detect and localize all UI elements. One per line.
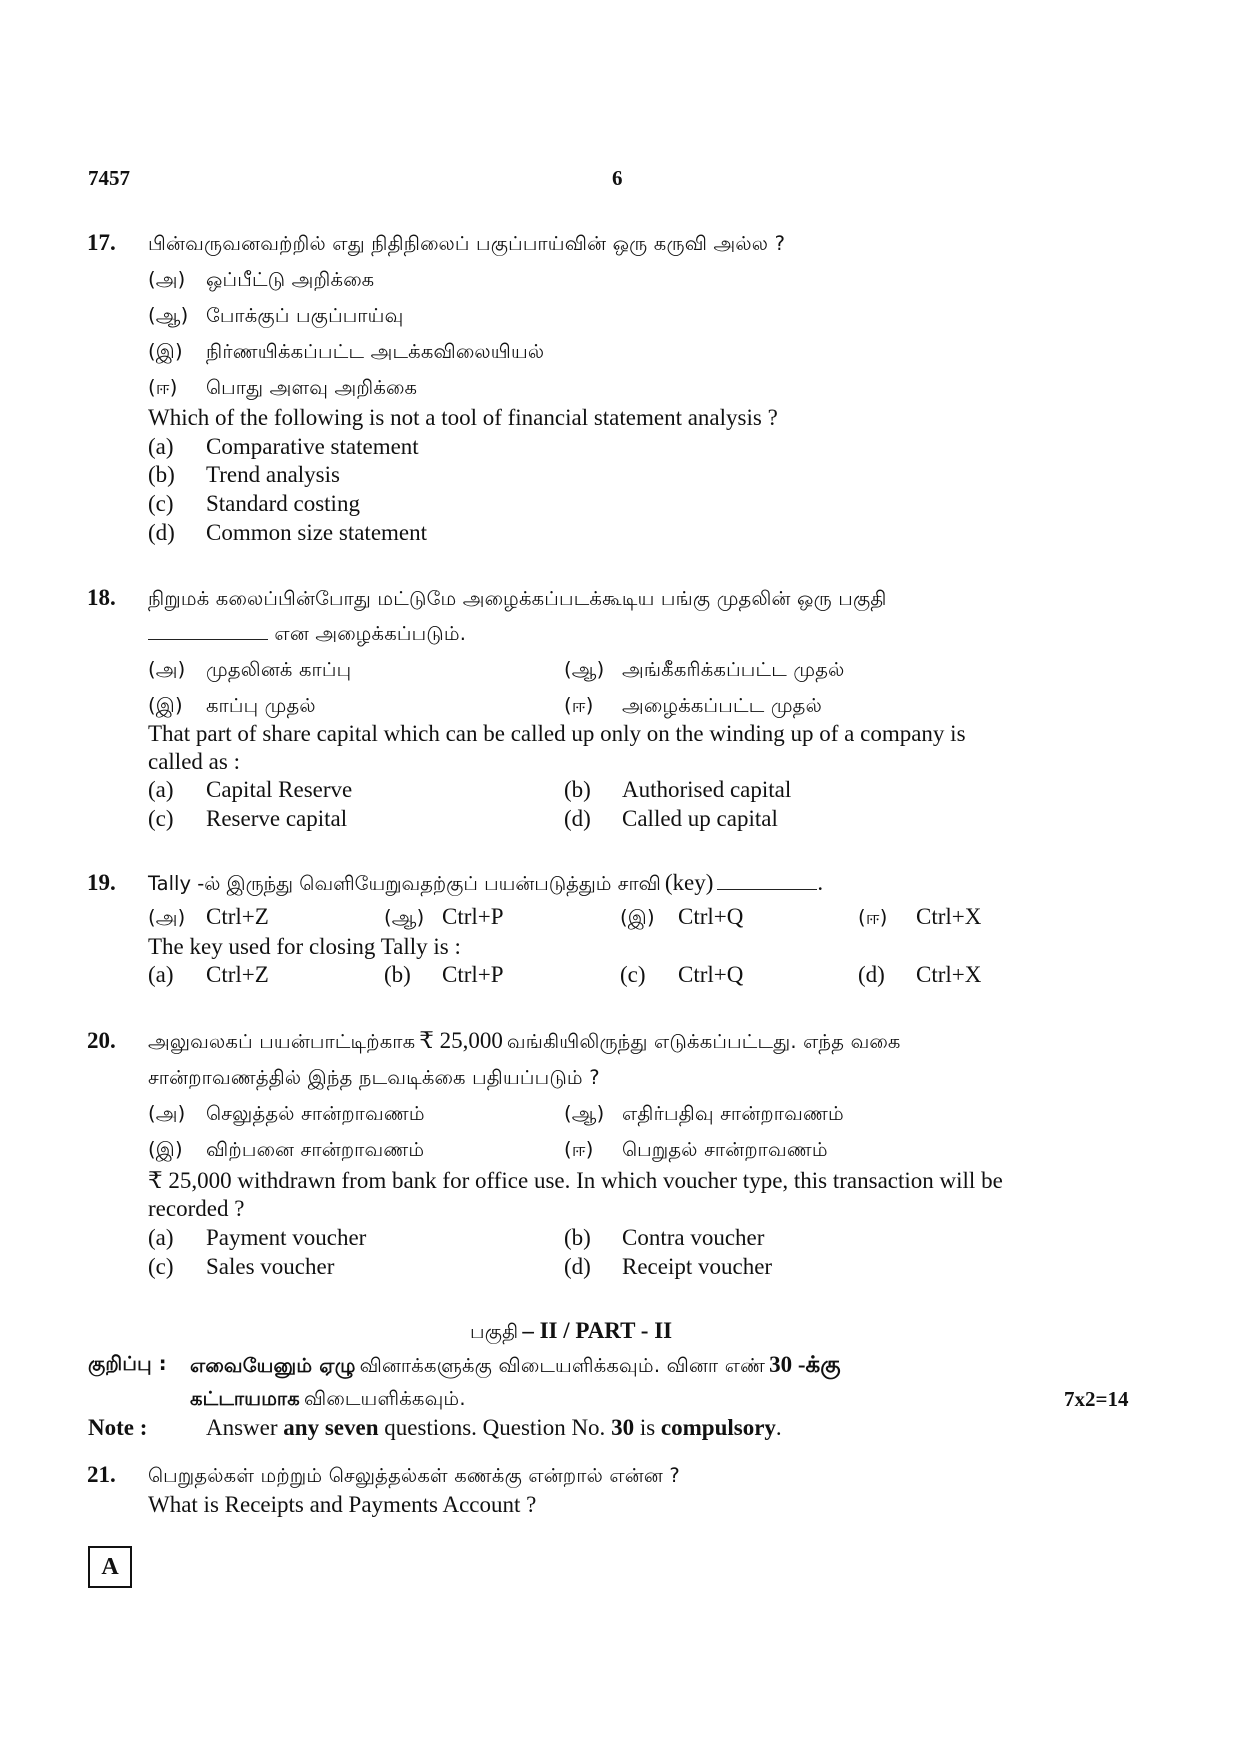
paper-code: 7457 bbox=[88, 166, 130, 190]
option-text: செலுத்தல் சான்றாவணம் bbox=[206, 1102, 425, 1125]
option-english bbox=[858, 962, 981, 988]
question-text-english-line2: recorded ? bbox=[148, 1196, 245, 1221]
option-label: (ஆ) bbox=[564, 1102, 605, 1125]
question-text-english: The key used for closing Tally is : bbox=[148, 934, 461, 959]
option-text: நிர்ணயிக்கப்பட்ட அடக்கவிலையியல் bbox=[206, 340, 545, 363]
answer-blank bbox=[717, 887, 817, 890]
option-label: (ஈ) bbox=[564, 694, 594, 717]
option-text: Capital Reserve bbox=[206, 777, 353, 802]
option-tamil bbox=[148, 376, 417, 402]
option-text: Ctrl+X bbox=[916, 962, 982, 987]
option-text: Sales voucher bbox=[206, 1254, 335, 1279]
option-text: Ctrl+Q bbox=[678, 962, 744, 987]
option-label: (இ) bbox=[148, 1138, 183, 1161]
question-text-english: Which of the following is not a tool of financial statement analysis ? bbox=[148, 405, 778, 430]
option-label: (c) bbox=[148, 491, 174, 516]
option-label: (ஈ) bbox=[564, 1138, 594, 1161]
note-emphasis: any seven bbox=[283, 1415, 379, 1440]
option-text: Ctrl+Z bbox=[206, 962, 269, 987]
option-text: Ctrl+X bbox=[916, 904, 982, 929]
option-tamil bbox=[148, 268, 374, 294]
question-text-tamil-line2 bbox=[148, 622, 466, 648]
note-text: விடையளிக்கவும். bbox=[303, 1387, 466, 1410]
option-text: Called up capital bbox=[622, 806, 778, 831]
question-text-tamil: நிறுமக் கலைப்பின்போது மட்டுமே அழைக்கப்படக்கூடிய பங்கு முதலின் ஒரு பகுதி bbox=[148, 587, 887, 610]
option-label: (இ) bbox=[620, 906, 655, 929]
option-label: (c) bbox=[148, 806, 174, 831]
option-label: (b) bbox=[384, 962, 411, 987]
question-text-tamil bbox=[148, 1028, 901, 1056]
note-tamil-text-line2 bbox=[190, 1387, 466, 1413]
note-tamil-text bbox=[190, 1352, 841, 1381]
option-label: (ஈ) bbox=[148, 376, 178, 399]
option-label: (அ) bbox=[148, 1102, 186, 1125]
option-english bbox=[148, 491, 360, 517]
option-tamil bbox=[564, 1102, 844, 1128]
option-label: (a) bbox=[148, 777, 174, 802]
option-text: விற்பனை சான்றாவணம் bbox=[206, 1138, 425, 1161]
option-text: Payment voucher bbox=[206, 1225, 367, 1250]
question-text-english: What is Receipts and Payments Account ? bbox=[148, 1492, 537, 1517]
option-text: Ctrl+Q bbox=[678, 904, 744, 929]
option-tamil bbox=[148, 694, 316, 720]
note-text: . bbox=[775, 1415, 782, 1440]
option-english bbox=[148, 1225, 366, 1251]
note-tamil bbox=[88, 1352, 167, 1378]
question-text-tamil: Tally -ல் இருந்து வெளியேறுவதற்குப் பயன்படுத்தும் சாவி (key) . bbox=[148, 870, 824, 895]
option-label: (ஆ) bbox=[148, 304, 189, 327]
option-label: (b) bbox=[564, 777, 591, 802]
option-label: (ஆ) bbox=[564, 658, 605, 681]
option-label: (இ) bbox=[148, 694, 183, 717]
question-number: 19. bbox=[87, 870, 116, 895]
option-text: Standard costing bbox=[206, 491, 360, 516]
option-english bbox=[148, 962, 269, 988]
option-text: பெறுதல் சான்றாவணம் bbox=[622, 1138, 828, 1161]
note-text: is bbox=[639, 1415, 656, 1440]
question-text-english: That part of share capital which can be called up only on the winding up of a company is bbox=[148, 721, 966, 746]
note-text: Answer bbox=[206, 1415, 278, 1440]
option-tamil bbox=[384, 904, 504, 932]
marks-allocation: 7x2=14 bbox=[1064, 1387, 1129, 1411]
option-english bbox=[148, 434, 419, 460]
note-emphasis: 30 bbox=[611, 1415, 635, 1440]
note-label-tamil: குறிப்பு : bbox=[88, 1352, 167, 1375]
question-number: 18. bbox=[87, 585, 116, 610]
option-tamil bbox=[148, 340, 544, 366]
option-label: (a) bbox=[148, 434, 174, 459]
option-tamil bbox=[148, 304, 403, 330]
option-label: (b) bbox=[564, 1225, 591, 1250]
note-label-english: Note : bbox=[88, 1415, 148, 1440]
option-text: Ctrl+P bbox=[442, 904, 504, 929]
note-text: questions. Question No. bbox=[384, 1415, 606, 1440]
note-emphasis: எவையேனும் ஏழு bbox=[190, 1354, 356, 1377]
option-text: Receipt voucher bbox=[622, 1254, 773, 1279]
question-text-tamil: பின்வருவனவற்றில் எது நிதிநிலைப் பகுப்பாய்வின் ஒரு கருவி அல்ல ? bbox=[148, 232, 786, 255]
option-text: பொது அளவு அறிக்கை bbox=[206, 376, 418, 399]
option-text: Comparative statement bbox=[206, 434, 419, 459]
question-number: 17. bbox=[87, 230, 116, 255]
question-text-tamil-cont: என அழைக்கப்படும். bbox=[274, 622, 467, 645]
option-tamil bbox=[564, 658, 844, 684]
option-text: ஒப்பீட்டு அறிக்கை bbox=[206, 268, 375, 291]
option-text: காப்பு முதல் bbox=[206, 694, 316, 717]
question-text-tamil: பெறுதல்கள் மற்றும் செலுத்தல்கள் கணக்கு என்றால் என்ன ? bbox=[148, 1464, 680, 1487]
section-title bbox=[470, 1318, 672, 1346]
question-number: 21. bbox=[87, 1462, 116, 1487]
section-title-english: – II / PART - II bbox=[522, 1318, 673, 1343]
option-label: (ஈ) bbox=[858, 906, 888, 929]
option-tamil bbox=[620, 904, 743, 932]
option-english bbox=[564, 1254, 772, 1280]
version-box: A bbox=[88, 1546, 132, 1588]
option-label: (இ) bbox=[148, 340, 183, 363]
option-label: (அ) bbox=[148, 906, 186, 929]
option-text: போக்குப் பகுப்பாய்வு bbox=[206, 304, 404, 327]
option-english bbox=[148, 806, 347, 832]
option-text: Ctrl+Z bbox=[206, 904, 269, 929]
option-text: Authorised capital bbox=[622, 777, 792, 802]
option-label: (d) bbox=[564, 806, 591, 831]
option-english bbox=[148, 1254, 334, 1280]
option-label: (c) bbox=[620, 962, 646, 987]
option-label: (ஆ) bbox=[384, 906, 425, 929]
note-emphasis: கட்டாயமாக bbox=[190, 1387, 300, 1410]
option-tamil bbox=[148, 1138, 424, 1164]
option-label: (b) bbox=[148, 462, 175, 487]
option-text: எதிர்பதிவு சான்றாவணம் bbox=[622, 1102, 844, 1125]
note-english-text bbox=[206, 1415, 782, 1441]
question-text-tamil-line2: சான்றாவணத்தில் இந்த நடவடிக்கை பதியப்படும் ? bbox=[148, 1066, 600, 1089]
option-english bbox=[148, 462, 340, 488]
option-english bbox=[148, 520, 427, 546]
option-tamil bbox=[148, 1102, 425, 1128]
note-emphasis: compulsory bbox=[660, 1415, 776, 1440]
option-label: (c) bbox=[148, 1254, 174, 1279]
answer-blank bbox=[148, 637, 268, 640]
section-title-tamil: பகுதி bbox=[470, 1320, 519, 1343]
option-english bbox=[384, 962, 504, 988]
option-tamil bbox=[564, 1138, 828, 1164]
question-text-english-line2: called as : bbox=[148, 749, 240, 774]
key-word: (key) bbox=[664, 870, 714, 895]
page-number: 6 bbox=[612, 166, 623, 190]
option-english bbox=[620, 962, 743, 988]
option-text: Reserve capital bbox=[206, 806, 348, 831]
amount: ₹ 25,000 bbox=[419, 1028, 503, 1053]
option-label: (a) bbox=[148, 1225, 174, 1250]
question-number: 20. bbox=[87, 1028, 116, 1053]
option-tamil bbox=[858, 904, 981, 932]
option-english bbox=[564, 777, 791, 803]
option-text: Common size statement bbox=[206, 520, 428, 545]
note-text: வினாக்களுக்கு விடையளிக்கவும். வினா எண் bbox=[359, 1354, 766, 1377]
option-label: (d) bbox=[564, 1254, 591, 1279]
option-label: (அ) bbox=[148, 658, 186, 681]
question-text: அலுவலகப் பயன்பாட்டிற்காக bbox=[148, 1030, 416, 1053]
option-text: முதலினக் காப்பு bbox=[206, 658, 352, 681]
option-text: Trend analysis bbox=[206, 462, 340, 487]
option-label: (d) bbox=[858, 962, 885, 987]
option-label: (d) bbox=[148, 520, 175, 545]
option-label: (a) bbox=[148, 962, 174, 987]
question-text-cont: வங்கியிலிருந்து எடுக்கப்பட்டது. எந்த வகை bbox=[506, 1030, 901, 1053]
option-label: (அ) bbox=[148, 268, 186, 291]
question-text: Tally -ல் இருந்து வெளியேறுவதற்குப் பயன்படுத்தும் சாவி bbox=[148, 872, 661, 895]
question-text-english: ₹ 25,000 withdrawn from bank for office use. In which voucher type, this transaction will be bbox=[148, 1168, 1003, 1193]
option-text: Contra voucher bbox=[622, 1225, 765, 1250]
option-tamil bbox=[148, 658, 351, 684]
option-text: Ctrl+P bbox=[442, 962, 504, 987]
option-english bbox=[564, 1225, 764, 1251]
note-emphasis: 30 -க்கு bbox=[769, 1352, 841, 1377]
option-text: அழைக்கப்பட்ட முதல் bbox=[622, 694, 822, 717]
option-text: அங்கீகரிக்கப்பட்ட முதல் bbox=[622, 658, 845, 681]
option-english bbox=[564, 806, 778, 832]
option-tamil bbox=[148, 904, 269, 932]
option-english bbox=[148, 777, 352, 803]
option-tamil bbox=[564, 694, 822, 720]
